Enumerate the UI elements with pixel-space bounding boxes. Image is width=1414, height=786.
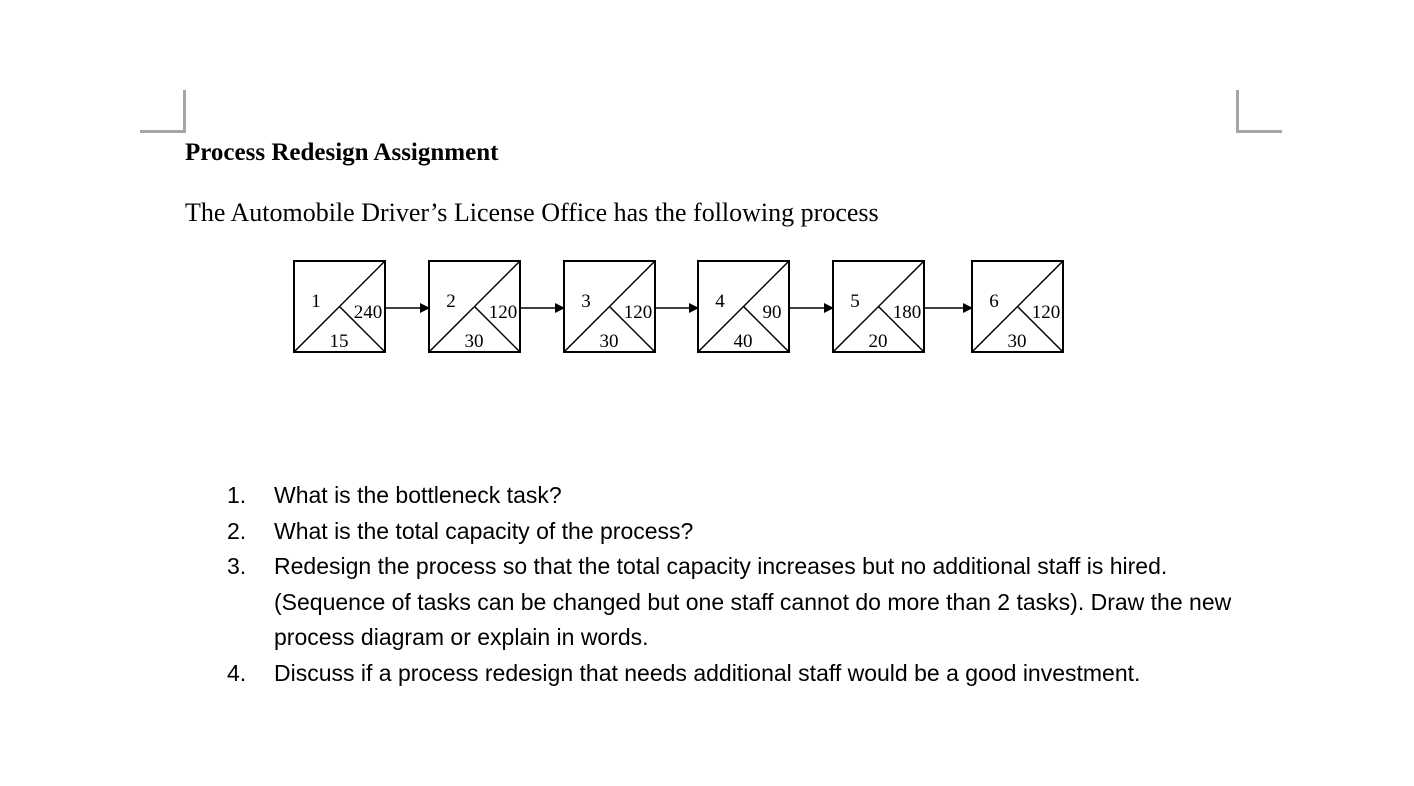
task-number-label: 3: [581, 291, 591, 312]
question-number: 3.: [227, 553, 247, 579]
task-time-label: 30: [1007, 331, 1027, 352]
crop-mark-top-left: [140, 90, 186, 133]
task-time-label: 30: [464, 331, 484, 352]
task-capacity-label: 180: [892, 302, 922, 323]
process-diagram: [280, 250, 1080, 365]
question-text: Discuss if a process redesign that needs additional staff would be a good investment.: [274, 659, 1141, 686]
task-number-label: 1: [311, 291, 321, 312]
task-2: [429, 261, 520, 352]
task-capacity-label: 240: [353, 302, 383, 323]
question-item: [222, 656, 1232, 692]
question-number: 2.: [227, 517, 247, 544]
task-number-label: 4: [715, 291, 725, 312]
question-text: What is the total capacity of the process?: [274, 517, 694, 544]
document-title: Process Redesign Assignment: [185, 139, 499, 166]
task-capacity-label: 120: [1031, 302, 1061, 323]
task-6: [972, 261, 1063, 352]
task-number-label: 6: [989, 291, 999, 312]
task-4: [698, 261, 789, 352]
question-number: 1.: [227, 482, 247, 508]
crop-mark-top-right: [1236, 90, 1282, 133]
task-time-label: 20: [868, 331, 888, 352]
task-number-label: 2: [446, 291, 456, 312]
question-item: [222, 478, 1232, 514]
question-item: [222, 549, 1232, 656]
task-time-label: 40: [733, 331, 753, 352]
question-number: 4.: [227, 659, 247, 686]
question-text: What is the bottleneck task?: [274, 482, 562, 508]
task-1: [294, 261, 385, 352]
task-capacity-label: 120: [623, 302, 653, 323]
task-capacity-label: 90: [762, 302, 782, 323]
task-capacity-label: 120: [488, 302, 518, 323]
task-3: [564, 261, 655, 352]
question-item: [222, 514, 1232, 550]
question-list: [222, 478, 1232, 691]
task-time-label: 15: [329, 331, 349, 352]
question-text: Redesign the process so that the total capacity increases but no additional staff is hired. (Sequence of tasks can be changed but one staff cannot do more than 2 tasks). Draw the new process diagram or explain in words.: [274, 553, 1232, 650]
task-number-label: 5: [850, 291, 860, 312]
intro-text: The Automobile Driver’s License Office has the following process: [185, 198, 879, 227]
task-time-label: 30: [599, 331, 619, 352]
task-5: [833, 261, 924, 352]
